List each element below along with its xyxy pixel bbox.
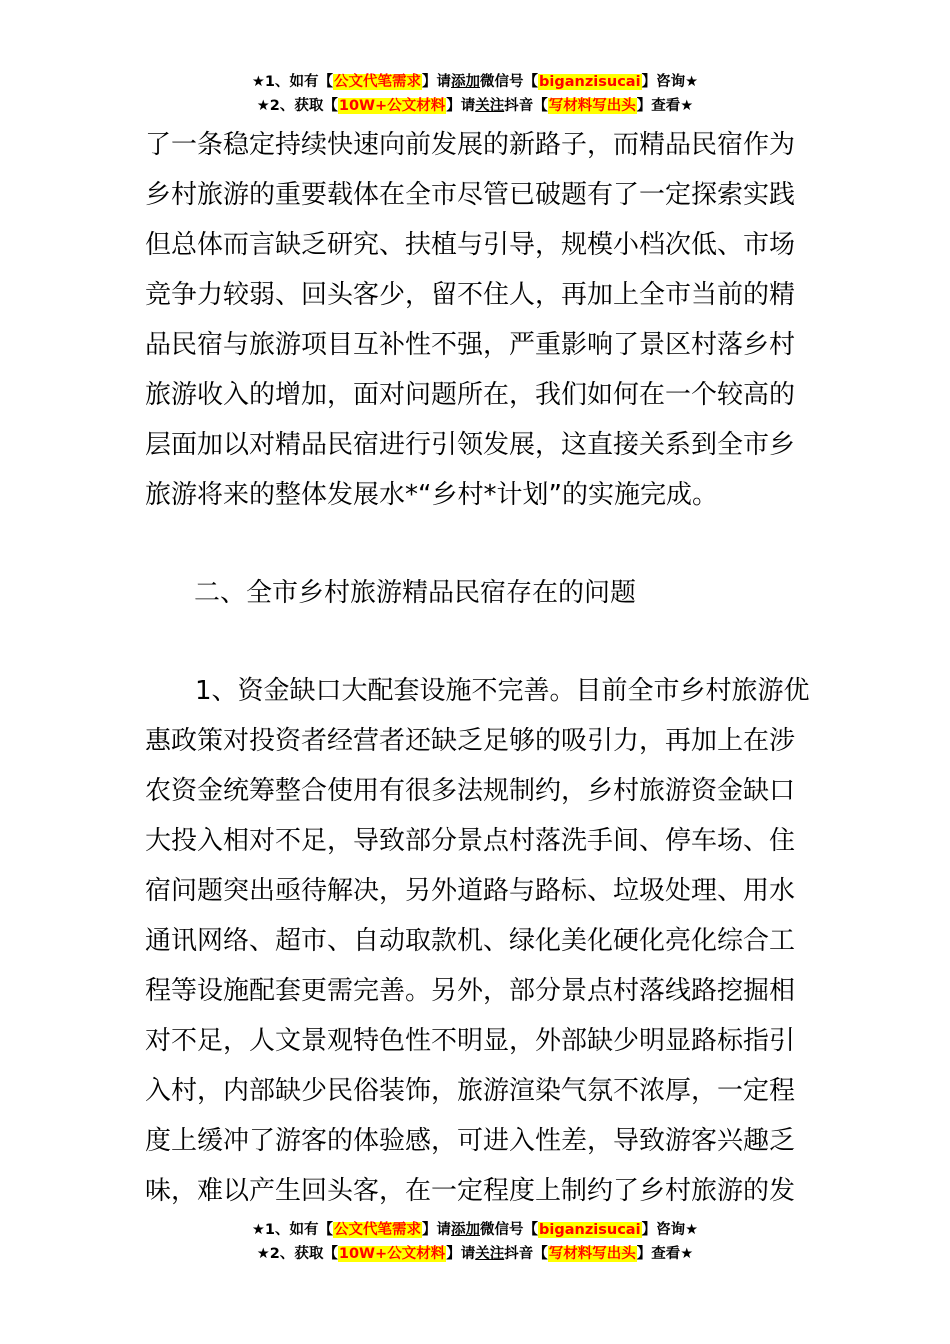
- banner-highlight-service: 公文代笔需求: [334, 1222, 422, 1238]
- section-heading: 二、全市乡村旅游精品民宿存在的问题: [194, 578, 637, 608]
- banner-text: 】请: [446, 1246, 476, 1262]
- header-banner-line-1: [0, 70, 950, 94]
- text-line: 但总体而言缺乏研究、扶植与引导，规模小档次低、市场: [145, 230, 796, 260]
- banner-text: 】请: [446, 98, 476, 114]
- paragraph-1: [145, 120, 810, 520]
- banner-highlight-service: 公文代笔需求: [334, 74, 422, 90]
- footer-banner: [0, 1218, 950, 1266]
- text-line: 度上缓冲了游客的体验感，可进入性差，导致游客兴趣乏: [145, 1126, 796, 1156]
- text-line: 层面加以对精品民宿进行引领发展，这直接关系到全市乡: [145, 430, 796, 460]
- text-line: 旅游将来的整体发展水*“乡村*计划”的实施完成。: [145, 480, 718, 510]
- text-line: 宿问题突出亟待解决，另外道路与路标、垃圾处理、用水: [145, 876, 796, 906]
- banner-text: 】查看★: [636, 1246, 694, 1262]
- banner-highlight-douyin: 写材料写出头: [548, 1246, 636, 1262]
- paragraph-2: [145, 666, 810, 1216]
- banner-text: 抖音【: [504, 1246, 548, 1262]
- banner-text: 】咨询★: [641, 1222, 699, 1238]
- banner-text: 】查看★: [636, 98, 694, 114]
- text-line: 程等设施配套更需完善。另外，部分景点村落线路挖掘相: [145, 976, 796, 1006]
- text-line: 旅游收入的增加，面对问题所在，我们如何在一个较高的: [145, 380, 796, 410]
- banner-highlight-materials: 10W+公文材料: [338, 1246, 446, 1262]
- text-line: 竞争力较弱、回头客少，留不住人，再加上全市当前的精: [145, 280, 796, 310]
- text-line: 品民宿与旅游项目互补性不强，严重影响了景区村落乡村: [145, 330, 796, 360]
- banner-highlight-wechat-id: biganzisucai: [539, 74, 641, 90]
- banner-text: 微信号【: [480, 74, 539, 90]
- footer-banner-line-1: [0, 1218, 950, 1242]
- banner-underlined-text: 关注: [475, 98, 505, 114]
- text-line: 了一条稳定持续快速向前发展的新路子，而精品民宿作为: [145, 130, 796, 160]
- header-banner: [0, 70, 950, 118]
- banner-underlined-text: 添加: [451, 74, 481, 90]
- banner-highlight-materials: 10W+公文材料: [338, 98, 446, 114]
- text-line: 通讯网络、超市、自动取款机、绿化美化硬化亮化综合工: [145, 926, 796, 956]
- banner-text: ★1、如有【: [251, 1222, 334, 1238]
- text-line: 惠政策对投资者经营者还缺乏足够的吸引力，再加上在涉: [145, 726, 796, 756]
- banner-text: 】请: [422, 74, 452, 90]
- banner-text: 】咨询★: [641, 74, 699, 90]
- banner-text: ★2、获取【: [256, 98, 338, 114]
- banner-text: 微信号【: [480, 1222, 539, 1238]
- text-line: 乡村旅游的重要载体在全市尽管已破题有了一定探索实践: [145, 180, 796, 210]
- header-banner-line-2: [0, 94, 950, 118]
- text-line: 味，难以产生回头客，在一定程度上制约了乡村旅游的发: [145, 1176, 796, 1206]
- banner-text: 】请: [422, 1222, 452, 1238]
- banner-text: ★1、如有【: [251, 74, 334, 90]
- banner-underlined-text: 关注: [475, 1246, 505, 1262]
- text-line: 1、资金缺口大配套设施不完善。目前全市乡村旅游优: [195, 676, 810, 706]
- banner-underlined-text: 添加: [451, 1222, 481, 1238]
- banner-highlight-douyin: 写材料写出头: [548, 98, 636, 114]
- banner-text: 抖音【: [504, 98, 548, 114]
- text-line: 对不足，人文景观特色性不明显，外部缺少明显路标指引: [145, 1026, 796, 1056]
- banner-text: ★2、获取【: [256, 1246, 338, 1262]
- footer-banner-line-2: [0, 1242, 950, 1266]
- banner-highlight-wechat-id: biganzisucai: [539, 1222, 641, 1238]
- text-line: 大投入相对不足，导致部分景点村落洗手间、停车场、住: [145, 826, 796, 856]
- text-line: 农资金统筹整合使用有很多法规制约，乡村旅游资金缺口: [145, 776, 796, 806]
- text-line: 入村，内部缺少民俗装饰，旅游渲染气氛不浓厚，一定程: [145, 1076, 796, 1106]
